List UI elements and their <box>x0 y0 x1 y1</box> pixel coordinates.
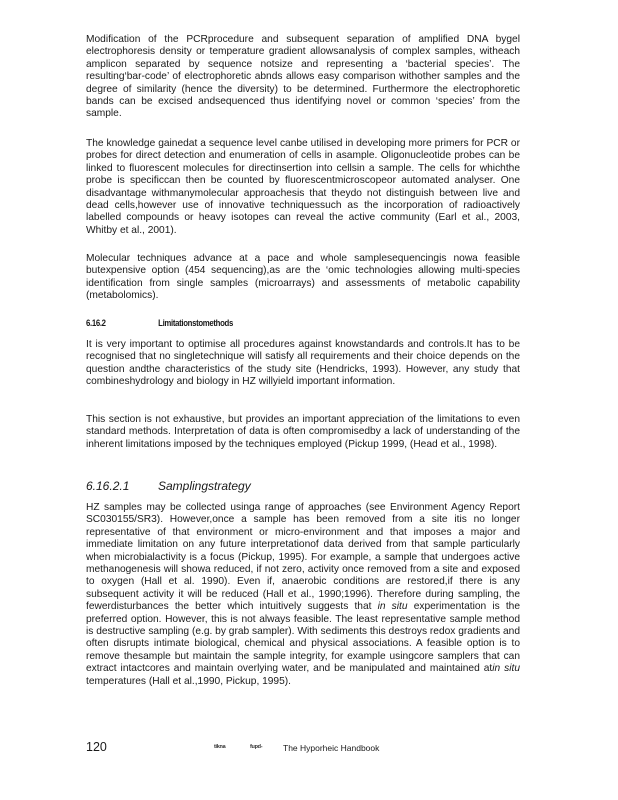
paragraph-optimise-procedures: It is very important to optimise all procedures against knowstandards and controls.It has to be recognised that no singletechnique will satisfy all requirements and their choice depends on the question andthe characteristics of the study site (Hendricks, 1993). However, any study that combineshydrology and biology in HZ willyield important information. <box>86 339 520 388</box>
section-heading <box>86 318 233 329</box>
page-number: 120 <box>86 740 107 754</box>
paragraph-pcr-modification: Modification of the PCRprocedure and subsequent separation of amplified DNA bygel electrophoresis density or temperature gradient allowsanalysis of complex samples, witheach amplicon separated by sequence notsize and representing a ‘bacterial species’. The resulting‘bar-code’ of electrophoretic abnds allows easy comparison withother samples and the degree of similarity (hence the diversity) to be determined. Furthermore the electrophoretic bands can be excised andsequenced thus identifying novel or common ‘species’ from the sample. <box>86 34 520 120</box>
italic-in-situ: in situ <box>377 601 408 613</box>
subsection-title: Samplingstrategy <box>158 479 251 493</box>
paragraph-molecular-techniques: Molecular techniques advance at a pace and whole samplesequencingis nowa feasible butexpensive option (454 sequencing),as are the ‘omic technologies allowing multi-species identification from single samples (microarrays) and assessments of metabolic capability (metabolomics). <box>86 253 520 302</box>
paragraph-section-not-exhaustive: This section is not exhaustive, but provides an important appreciation of the limitations to even standard methods. Interpretation of data is often compromisedby a lack of understanding of the inherent limitations imposed by the techniques employed (Pickup 1999, (Head et al., 1998). <box>86 414 520 450</box>
footer-mark: tikna <box>214 744 226 750</box>
section-title: Limitationstomethods <box>158 318 233 329</box>
section-number: 6.16.2 <box>86 318 106 329</box>
footer-book-title: The Hyporheic Handbook <box>283 743 380 753</box>
subsection-number: 6.16.2.1 <box>86 479 130 493</box>
paragraph-hz-samples: HZ samples may be collected usinga range of approaches (see Environment Agency Report SC030155/SR3). However,once a sample has been removed from a site itis no longer representative of that environment or micro-environment and that imposes a major and immediate limitation on any future interpretationof data derived from that sample particularly when microbialactivity is a focus (Pickup, 1995). For example, a sample that undergoes active methanogenesis will showa reduced, if not zero, activity once removed from a site and exposed to oxygen (Hall et al. 1990). Even if, anaerobic conditions are restored,if there is any subsequent activity it will be reduced (Hall et al., 1990;1996). Therefore during sampling, the fewerdisturbances the better which intuitively suggests that in situ experimentation is the preferred option. However, this is not always feasible. The least representative sample method is destructive sampling (e.g. by grab sampler). With sediments this destroys redox gradients and often disrupts intimate biological, chemical and physical associations. A feasible option is to remove thesample but maintain the sample integrity, for example usingcore samplers that can extract intactcores and maintain overlying water, and be manipulated and maintained atin situ temperatures (Hall et al.,1990, Pickup, 1995). <box>86 502 520 687</box>
subsection-heading <box>86 479 251 493</box>
italic-in-situ: in situ <box>492 663 520 675</box>
paragraph-knowledge-sequence: The knowledge gainedat a sequence level canbe utilised in developing more primers for PCR or probes for direct detection and enumeration of cells in asample. Oligonucleotide probes can be linked to fluorescent molecules for directinsertion into cellsin a sample. The cells for whichthe probe is specificcan then be counted by fluorescentmicroscopeor automated analyser. One disadvantage withmanymolecular approachesis that theydo not distinguish between live and dead cells,however use of innovative techniquessuch as the incorporation of radioactively labelled compounds or heavy isotopes can reveal the active community (Earl et al., 2003, Whitby et al., 2001). <box>86 138 520 236</box>
footer-mark: fupd- <box>250 744 263 750</box>
